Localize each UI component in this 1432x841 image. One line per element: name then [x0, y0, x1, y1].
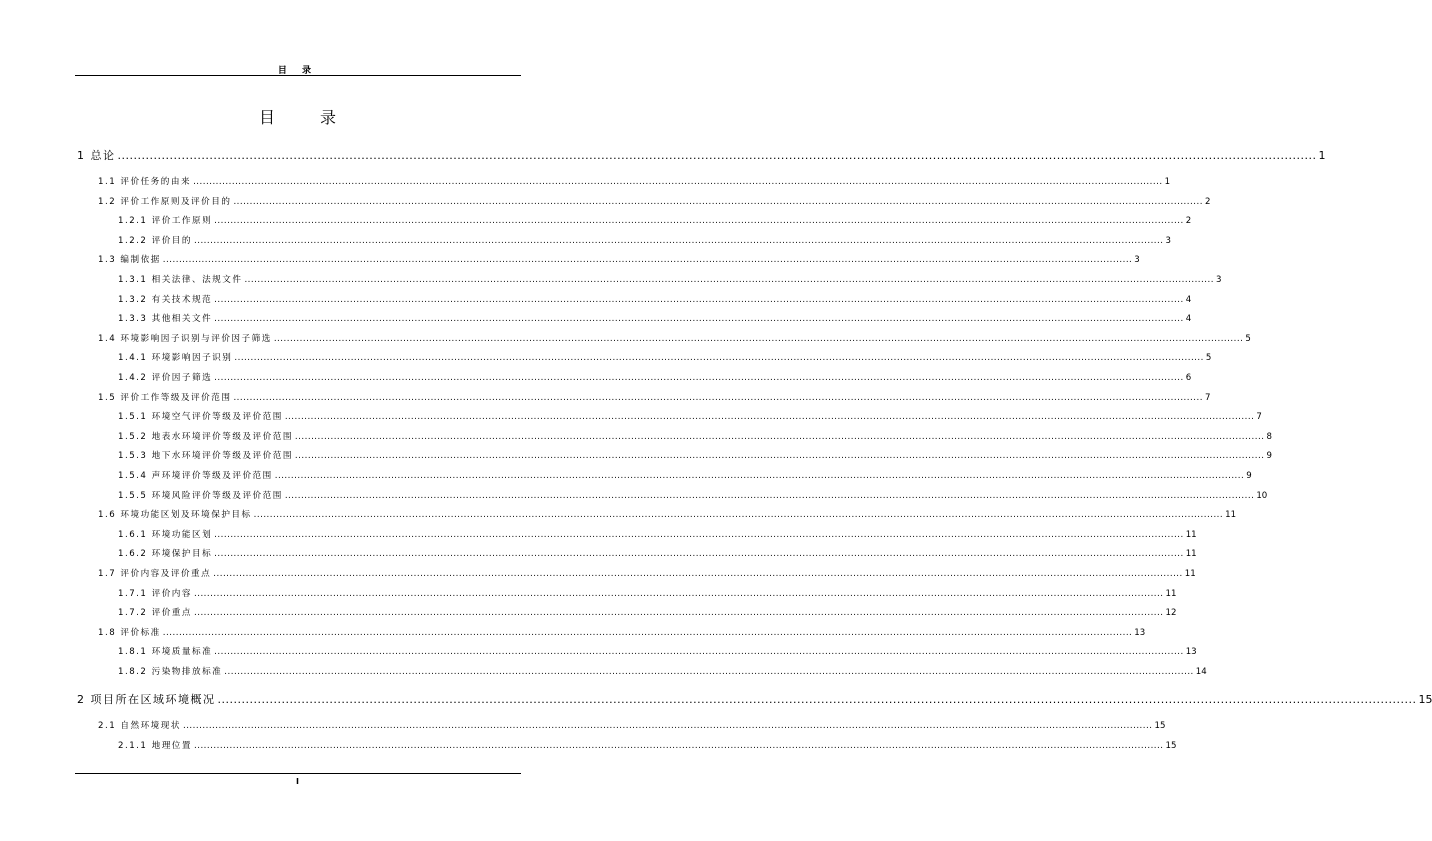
toc-entry[interactable]: [98, 195, 1211, 207]
toc-entry[interactable]: [98, 567, 1196, 579]
toc-leader-dots: ............................................................................................................................................................................................................................................................................................................: [233, 196, 1203, 207]
toc-leader-dots: ............................................................................................................................................................................................................................................................................................................: [182, 721, 1153, 731]
toc-leader-dots: ............................................................................................................................................................................................................................................................................................................: [214, 647, 1184, 658]
toc-entry[interactable]: [118, 528, 1197, 540]
toc-entry-page: 11: [1225, 510, 1237, 521]
toc-entry-label: 2.1.1 地理位置: [118, 740, 192, 751]
toc-entry-page: 9: [1266, 451, 1272, 462]
toc-entry-label: 1.6 环境功能区划及环境保护目标: [98, 510, 252, 521]
toc-entry-page: 1: [1164, 177, 1171, 187]
toc-entry[interactable]: [118, 606, 1177, 619]
toc-leader-dots: ............................................................................................................................................................................................................................................................................................................: [294, 431, 1265, 442]
toc-entry-page: 4: [1185, 314, 1192, 325]
toc-entry-page: 6: [1185, 373, 1192, 383]
toc-entry-label: 1.2 评价工作原则及评价目的: [98, 196, 232, 207]
toc-entry-page: 5: [1205, 353, 1212, 364]
toc-leader-dots: ............................................................................................................................................................................................................................................................................................................: [253, 510, 1224, 521]
toc-leader-dots: ............................................................................................................................................................................................................................................................................................................: [214, 373, 1184, 383]
toc-entry[interactable]: [98, 719, 1166, 731]
toc-entry[interactable]: [118, 214, 1192, 227]
toc-leader-dots: ............................................................................................................................................................................................................................................................................................................: [244, 275, 1214, 285]
toc-entry[interactable]: [77, 691, 1432, 707]
toc-entry[interactable]: [118, 430, 1272, 442]
toc-entry[interactable]: [98, 253, 1140, 266]
toc-entry-label: 1.8.2 污染物排放标准: [118, 667, 223, 677]
toc-entry-page: 15: [1418, 693, 1432, 706]
toc-entry[interactable]: [118, 547, 1197, 560]
toc-entry[interactable]: [118, 234, 1171, 246]
toc-leader-dots: ............................................................................................................................................................................................................................................................................................................: [234, 353, 1204, 364]
toc-leader-dots: ............................................................................................................................................................................................................................................................................................................: [193, 608, 1164, 619]
toc-leader-dots: ............................................................................................................................................................................................................................................................................................................: [213, 569, 1183, 579]
toc-entry-page: 3: [1165, 235, 1171, 246]
toc-entry-label: 1.4.1 环境影响因子识别: [118, 353, 233, 364]
header-rule: [75, 75, 521, 76]
toc-entry-label: 1.8.1 环境质量标准: [118, 647, 213, 658]
toc-entry[interactable]: [118, 587, 1177, 599]
toc-entry-page: 12: [1165, 608, 1177, 619]
page-title: 目 录: [258, 108, 357, 127]
toc-entry-label: 1.5.4 声环境评价等级及评价范围: [118, 471, 273, 481]
toc-entry-page: 14: [1195, 667, 1207, 677]
toc-leader-dots: ............................................................................................................................................................................................................................................................................................................: [214, 294, 1184, 305]
toc-entry-page: 11: [1185, 549, 1197, 560]
toc-leader-dots: ............................................................................................................................................................................................................................................................................................................: [274, 471, 1245, 481]
toc-leader-dots: ............................................................................................................................................................................................................................................................................................................: [284, 490, 1255, 501]
toc-entry-label: 1.6.2 环境保护目标: [118, 549, 213, 560]
toc-entry-label: 1.2.2 评价目的: [118, 235, 192, 246]
toc-entry-label: 1.7.2 评价重点: [118, 608, 192, 619]
toc-entry[interactable]: [118, 273, 1222, 285]
toc-entry-label: 2 项目所在区域环境概况: [77, 693, 216, 706]
toc-entry-page: 13: [1185, 647, 1197, 658]
toc-leader-dots: ............................................................................................................................................................................................................................................................................................................: [214, 529, 1184, 540]
toc-entry-page: 11: [1185, 529, 1197, 540]
toc-entry-label: 1.1 评价任务的由来: [98, 177, 192, 187]
toc-entry[interactable]: [118, 410, 1262, 423]
toc-leader-dots: ............................................................................................................................................................................................................................................................................................................: [193, 588, 1164, 599]
toc-entry-page: 11: [1165, 588, 1177, 599]
toc-entry-page: 7: [1256, 412, 1262, 423]
toc-entry[interactable]: [118, 645, 1197, 658]
toc-entry-label: 1.6.1 环境功能区划: [118, 529, 213, 540]
toc-entry[interactable]: [98, 391, 1211, 403]
toc-leader-dots: ............................................................................................................................................................................................................................................................................................................: [224, 667, 1194, 677]
toc-entry-page: 5: [1245, 333, 1251, 344]
toc-leader-dots: ............................................................................................................................................................................................................................................................................................................: [193, 740, 1164, 751]
toc-entry-label: 1.5.5 环境风险评价等级及评价范围: [118, 490, 283, 501]
toc-entry-page: 9: [1246, 471, 1252, 481]
toc-entry-label: 1.3.1 相关法律、法规文件: [118, 275, 243, 285]
toc-entry[interactable]: [98, 332, 1251, 344]
toc-entry-label: 1.7.1 评价内容: [118, 588, 192, 599]
toc-entry[interactable]: [77, 147, 1326, 163]
toc-leader-dots: ............................................................................................................................................................................................................................................................................................................: [162, 627, 1133, 638]
toc-entry-label: 1.4.2 评价因子筛选: [118, 373, 213, 383]
toc-entry-label: 1 总论: [77, 149, 116, 162]
toc-entry-label: 1.3.3 其他相关文件: [118, 314, 213, 325]
toc-entry[interactable]: [98, 508, 1237, 521]
toc-entry-label: 1.3 编制依据: [98, 255, 161, 266]
toc-leader-dots: ............................................................................................................................................................................................................................................................................................................: [233, 392, 1203, 403]
toc-entry-label: 1.5.2 地表水环境评价等级及评价范围: [118, 431, 293, 442]
toc-leader-dots: ............................................................................................................................................................................................................................................................................................................: [294, 451, 1265, 462]
toc-entry-page: 11: [1184, 569, 1196, 579]
toc-leader-dots: ............................................................................................................................................................................................................................................................................................................: [217, 693, 1417, 706]
toc-entry-page: 3: [1134, 255, 1140, 266]
running-header: 目 录: [277, 66, 318, 76]
toc-leader-dots: ............................................................................................................................................................................................................................................................................................................: [117, 149, 1317, 162]
toc-entry-page: 10: [1256, 490, 1268, 501]
toc-entry-label: 1.5.3 地下水环境评价等级及评价范围: [118, 451, 293, 462]
page-number: I: [296, 777, 299, 786]
toc-entry[interactable]: [118, 312, 1192, 325]
toc-entry[interactable]: [118, 371, 1192, 383]
toc-entry-label: 1.7 评价内容及评价重点: [98, 569, 212, 579]
toc-entry-label: 2.1 自然环境现状: [98, 721, 181, 731]
toc-entry-page: 2: [1185, 216, 1192, 227]
toc-entry[interactable]: [118, 449, 1272, 462]
footer-rule: [75, 773, 521, 774]
toc-entry-page: 8: [1266, 431, 1272, 442]
toc-leader-dots: ............................................................................................................................................................................................................................................................................................................: [214, 549, 1184, 560]
toc-entry[interactable]: [118, 665, 1207, 677]
toc-entry-page: 15: [1154, 721, 1166, 731]
toc-entry[interactable]: [98, 626, 1146, 638]
toc-entry-label: 1.3.2 有关技术规范: [118, 294, 213, 305]
toc-entry[interactable]: [118, 469, 1252, 481]
toc-entry-page: 2: [1204, 196, 1211, 207]
toc-leader-dots: ............................................................................................................................................................................................................................................................................................................: [284, 412, 1255, 423]
toc-entry-page: 4: [1185, 294, 1192, 305]
toc-entry[interactable]: [118, 293, 1192, 305]
toc-entry-page: 15: [1165, 740, 1177, 751]
toc-leader-dots: ............................................................................................................................................................................................................................................................................................................: [214, 314, 1184, 325]
toc-leader-dots: ............................................................................................................................................................................................................................................................................................................: [193, 177, 1163, 187]
toc-entry[interactable]: [118, 351, 1212, 364]
toc-entry-page: 7: [1204, 392, 1211, 403]
toc-entry[interactable]: [98, 175, 1171, 187]
toc-entry[interactable]: [118, 739, 1177, 751]
toc-leader-dots: ............................................................................................................................................................................................................................................................................................................: [273, 333, 1244, 344]
toc-entry-label: 1.5.1 环境空气评价等级及评价范围: [118, 412, 283, 423]
toc-leader-dots: ............................................................................................................................................................................................................................................................................................................: [162, 255, 1133, 266]
toc-entry-page: 3: [1215, 275, 1222, 285]
toc-leader-dots: ............................................................................................................................................................................................................................................................................................................: [214, 216, 1184, 227]
toc-entry-page: 1: [1318, 149, 1326, 162]
toc-leader-dots: ............................................................................................................................................................................................................................................................................................................: [193, 235, 1164, 246]
toc-entry-label: 1.2.1 评价工作原则: [118, 216, 213, 227]
toc-entry-label: 1.5 评价工作等级及评价范围: [98, 392, 232, 403]
toc-entry-page: 13: [1134, 627, 1146, 638]
toc-entry[interactable]: [118, 489, 1268, 501]
toc-entry-label: 1.4 环境影响因子识别与评价因子筛选: [98, 333, 272, 344]
toc-entry-label: 1.8 评价标准: [98, 627, 161, 638]
